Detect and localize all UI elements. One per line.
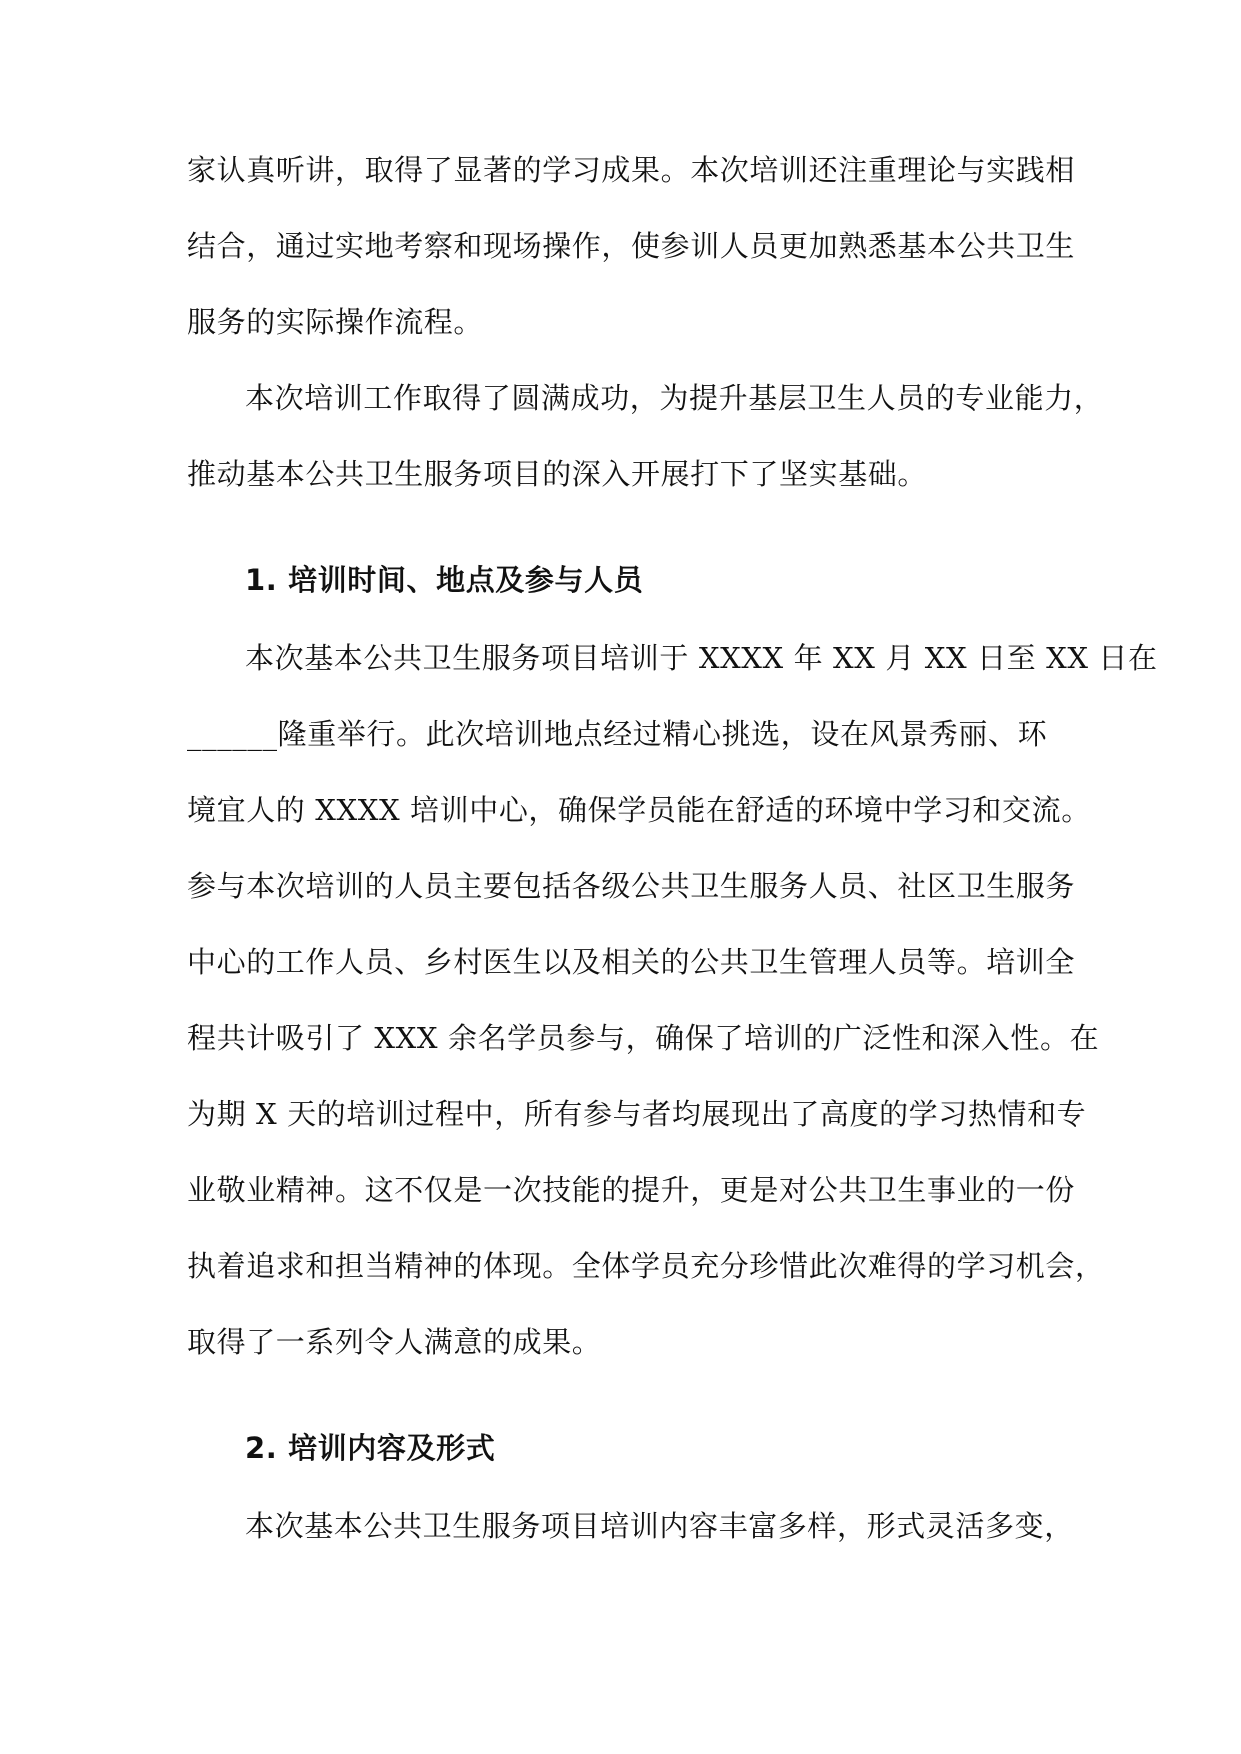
section-1-line-7: 为期 X 天的培训过程中，所有参与者均展现出了高度的学习热情和专 [187,1097,1087,1131]
section-1-line-8: 业敬业精神。这不仅是一次技能的提升，更是对公共卫生事业的一份 [187,1173,1076,1207]
section-1-line-10: 取得了一系列令人满意的成果。 [187,1325,602,1359]
section-1-line-5: 中心的工作人员、乡村医生以及相关的公共卫生管理人员等。培训全 [187,945,1076,979]
section-1-line-9: 执着追求和担当精神的体现。全体学员充分珍惜此次难得的学习机会， [187,1249,1105,1283]
section-2-heading: 2. 培训内容及形式 [245,1431,496,1465]
paragraph-1-line-1: 家认真听讲，取得了显著的学习成果。本次培训还注重理论与实践相 [187,153,1076,187]
section-1-line-2: ______隆重举行。此次培训地点经过精心挑选，设在风景秀丽、环 [187,717,1048,751]
paragraph-1-line-3: 服务的实际操作流程。 [187,305,484,339]
section-2-line-1: 本次基本公共卫生服务项目培训内容丰富多样，形式灵活多变， [245,1509,1074,1543]
paragraph-2-line-1: 本次培训工作取得了圆满成功，为提升基层卫生人员的专业能力， [245,381,1104,415]
paragraph-2-line-2: 推动基本公共卫生服务项目的深入开展打下了坚实基础。 [187,457,928,491]
section-1-line-3: 境宜人的 XXXX 培训中心，确保学员能在舒适的环境中学习和交流。 [187,793,1091,827]
section-1-line-1: 本次基本公共卫生服务项目培训于 XXXX 年 XX 月 XX 日至 XX 日在 [245,641,1158,675]
section-1-line-6: 程共计吸引了 XXX 余名学员参与，确保了培训的广泛性和深入性。在 [187,1021,1100,1055]
paragraph-1-line-2: 结合，通过实地考察和现场操作，使参训人员更加熟悉基本公共卫生 [187,229,1076,263]
section-1-line-4: 参与本次培训的人员主要包括各级公共卫生服务人员、社区卫生服务 [187,869,1076,903]
section-1-heading: 1. 培训时间、地点及参与人员 [245,563,644,597]
